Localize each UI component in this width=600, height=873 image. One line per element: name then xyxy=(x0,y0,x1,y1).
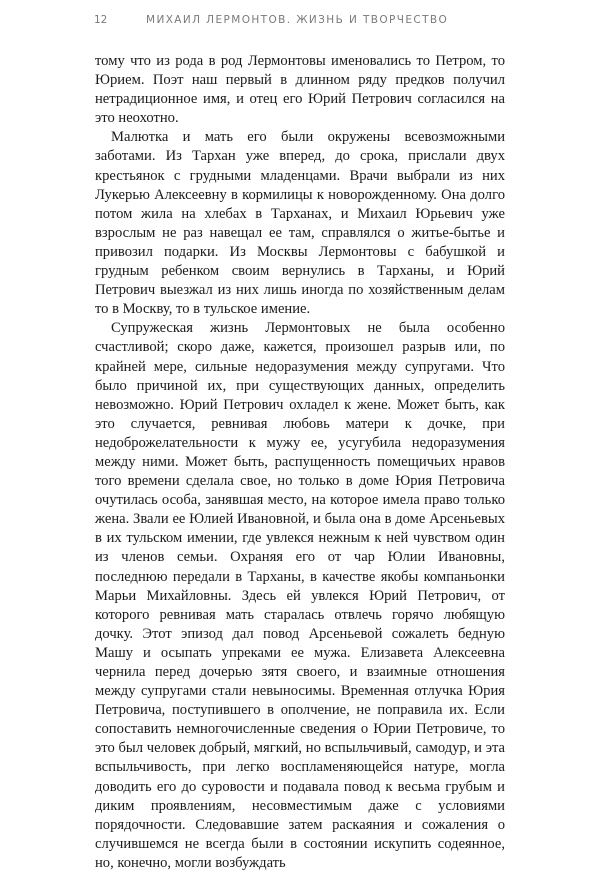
running-title: МИХАИЛ ЛЕРМОНТОВ. ЖИЗНЬ И ТВОРЧЕСТВО xyxy=(146,14,449,26)
running-head xyxy=(94,14,560,30)
page-number: 12 xyxy=(94,14,108,26)
paragraph-continuation: тому что из рода в род Лермонтовы именовались то Петром, то Юрием. Поэт наш первый в длинном ряду предков получил нетрадиционное имя, и отец его Юрий Петрович согласился на это неохотно. xyxy=(95,53,505,127)
paragraph: Супружеская жизнь Лермонтовых не была особенно счастливой; скоро даже, кажется, произошел разрыв или, по крайней мере, сильные недоразумения между супругами. Что было причиной их, при существующих данных, определить невозможно. Юрий Петрович охладел к жене. Может быть, как это случается, ревнивая любовь матери к дочке, при недоброжелательности к мужу ее, усугубила недоразумения между ними. Может быть, распущенность помещичьих нравов того времени сделала свое, но только в доме Юрия Петровича очутилась особа, занявшая место, на которое имела право только жена. Звали ее Юлией Ивановной, и была она в доме Арсеньевых в их тульском имении, где увлекся нежным к ней чувством один из членов семьи. Охраняя его от чар Юлии Ивановны, последнюю передали в Тарханы, в качестве якобы компаньонки Марьи Михайловны. Здесь ей увлекся Юрий Петрович, от которого ревнивая мать старалась отвлечь горячо любящую дочку. Этот эпизод дал повод Арсеньевой сожалеть бедную Машу и осыпать упреками ее мужа. Елизавета Алексеевна чернила перед дочерью зятя своего, и взаимные отношения между супругами стали невыносимы. Временная отлучка Юрия Петровича, поступившего в ополчение, не поправила их. Если сопоставить немногочисленные сведения о Юрии Петровиче, то это был человек добрый, мягкий, но вспыльчивый, самодур, и эта вспыльчивость, при легко воспламеняющейся натуре, могла доводить его до суровости и подавала повод к весьма грубым и диким проявлениям, несовместимым даже с условиями порядочности. Следовавшие затем раскаяния и сожаления о случившемся не всегда были в состоянии искупить содеянное, но, конечно, могли возбуждать xyxy=(95,320,505,871)
paragraph: Малютка и мать его были окружены всевозможными заботами. Из Тархан уже вперед, до срока, прислали двух крестьянок с грудными младенцами. Врачи выбрали из них Лукерью Алексеевну в кормилицы к новорожденному. Она долго потом жила на хлебах в Тарханах, и Михаил Юрьевич уже взрослым не раз навещал ее там, справлялся о житье-бытье и привозил подарки. Из Москвы Лермонтовы с бабушкой и грудным ребенком своим вернулись в Тарханы, и Юрий Петрович выезжал из них лишь иногда по хозяйственным делам то в Москву, то в тульское имение. xyxy=(95,129,505,318)
